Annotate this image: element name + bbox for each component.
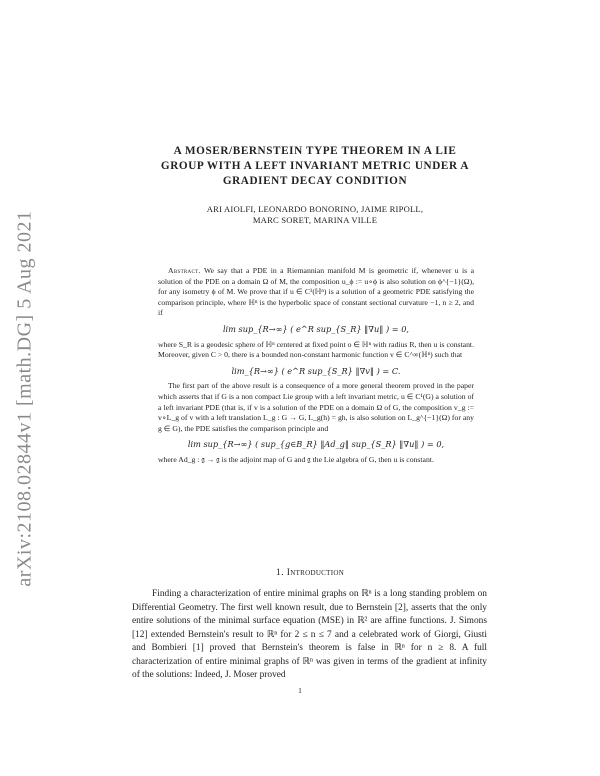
equation-3: lim sup_{R→∞} ( sup_{g∈B_R} ‖Ad_g‖ sup_{S_R} ‖∇u‖ ) = 0, xyxy=(187,439,445,450)
section-heading xyxy=(100,567,520,578)
abstract xyxy=(158,266,474,466)
author-line: MARC SORET, MARINA VILLE xyxy=(252,215,378,225)
equation-2: lim_{R→∞} ( e^R sup_{S_R} ‖∇v‖ ) = C. xyxy=(231,365,401,376)
abstract-heading: Abstract. xyxy=(168,266,201,275)
arxiv-identifier xyxy=(10,178,40,618)
section-title-text: Introduction xyxy=(286,567,345,578)
abstract-paragraph-1 xyxy=(158,266,474,319)
arxiv-identifier-text: arXiv:2108.02844v1 [math.DG] 5 Aug 2021 xyxy=(13,209,36,587)
abstract-paragraph-2: where S_R is a geodesic sphere of ℍⁿ centered at fixed point o ∈ ℍⁿ with radius R, then u is constant. Moreover, given C > 0, there is a bounded non-constant harmonic function v ∈ C^∞(ℍⁿ) such that xyxy=(158,339,474,360)
equation-1: lim sup_{R→∞} ( e^R sup_{S_R} ‖∇u‖ ) = 0, xyxy=(222,323,410,334)
title-line: GRADIENT DECAY CONDITION xyxy=(222,175,408,187)
introduction-paragraph: Finding a characterization of entire minimal graphs on ℝⁿ is a long standing problem on Differential Geometry. The first well known result, due to Bernstein [2], asserts that the only entire solutions of the minimal surface equation (MSE) in ℝ² are affine functions. J. Simons [12] extended Bernstein's result to ℝⁿ for 2 ≤ n ≤ 7 and a celebrated work of Giorgi, Giusti and Bombieri [1] proved that Bernstein's theorem is false in ℝⁿ for n ≥ 8. A full characterization of entire minimal graphs of ℝⁿ was given in terms of the gradient at infinity of the solutions: Indeed, J. Moser proved xyxy=(132,589,487,680)
author-list xyxy=(150,204,480,226)
title-line: GROUP WITH A LEFT INVARIANT METRIC UNDER A xyxy=(160,160,470,172)
title-line: A MOSER/BERNSTEIN TYPE THEOREM IN A LIE xyxy=(173,145,457,157)
abstract-paragraph-4: where Ad_g : 𝔤 → 𝔤 is the adjoint map of G and 𝔤 the Lie algebra of G, then u is constant. xyxy=(158,454,434,464)
page-number: 1 xyxy=(298,686,302,695)
author-line: ARI AIOLFI, LEONARDO BONORINO, JAIME RIPOLL, xyxy=(206,204,424,214)
section-number: 1. xyxy=(275,567,284,578)
paper-title xyxy=(120,144,510,189)
abstract-paragraph-3: The first part of the above result is a consequence of a more general theorem proved in the paper which asserts that if G is a non compact Lie group with a left invariant metric, u ∈ C¹(G) a solution of a left invariant PDE (that is, if v is a solution of the PDE on a domain Ω of G, the composition v_g := v∘L_g of v with a left translation L_g : G → G, L_g(h) = gh, is also solution on L_g^{−1}(Ω) for any g ∈ G), the PDE satisfies the comparison principle and xyxy=(158,381,474,433)
abstract-text-1: We say that a PDE in a Riemannian manifold M is geometric if, whenever u is a solution of the PDE on a domain Ω of M, the composition u_ϕ := u∘ϕ is also solution on ϕ^{−1}(Ω), for any isometry ϕ of M. We prove that if u ∈ C¹(ℍⁿ) is a solution of a geometric PDE satisfying the comparison principle, where ℍⁿ is the hyperbolic space of constant sectional curvature −1, n ≥ 2, and if xyxy=(158,266,474,318)
